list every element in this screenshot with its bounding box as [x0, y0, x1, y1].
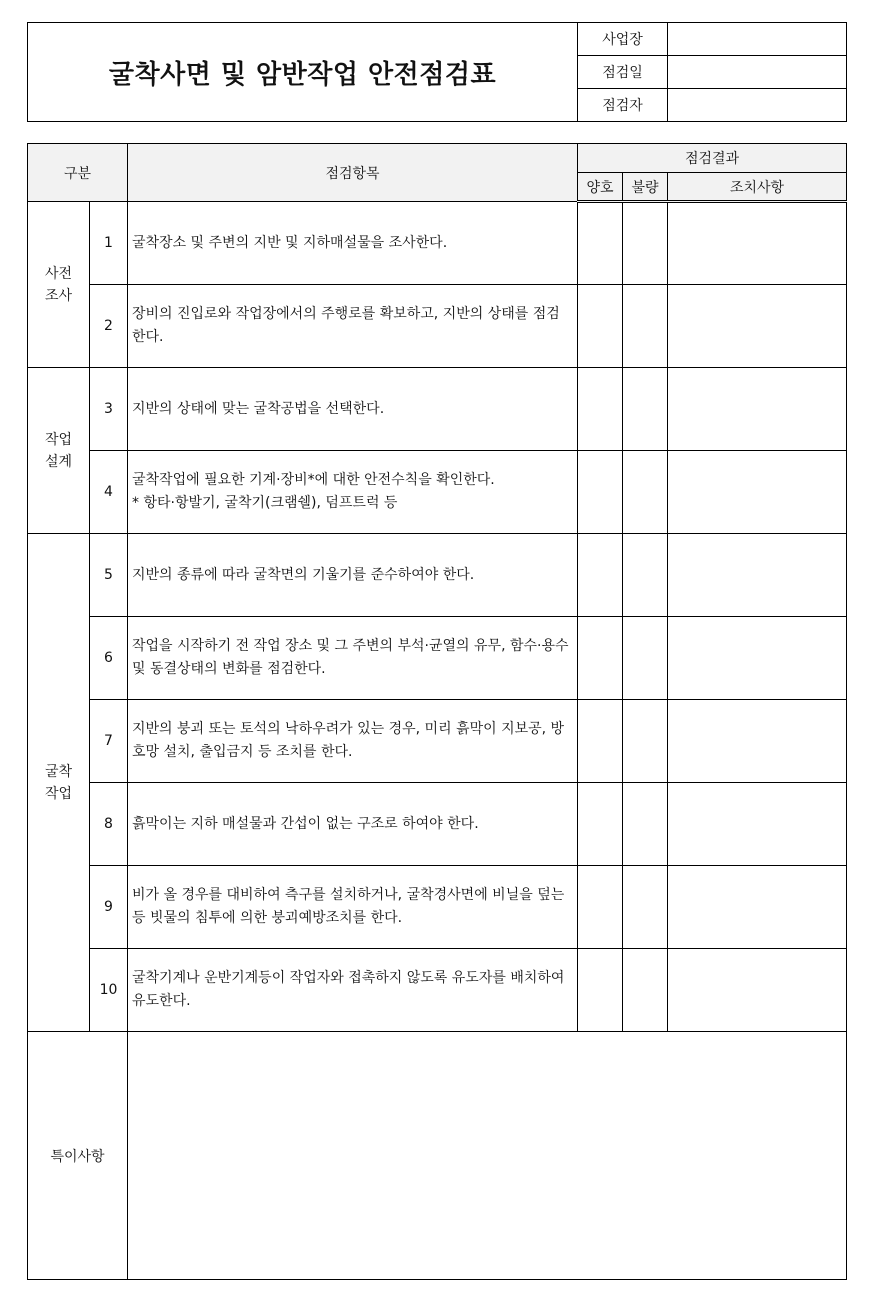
table-row: [28, 451, 847, 534]
good-check-cell[interactable]: [578, 202, 623, 285]
table-row: [28, 202, 847, 285]
notes-label: 특이사항: [28, 1032, 128, 1280]
site-field[interactable]: [668, 23, 847, 56]
item-text: 작업을 시작하기 전 작업 장소 및 그 주변의 부석·균열의 유무, 함수·용수 및 동결상태의 변화를 점검한다.: [128, 617, 578, 700]
item-number: 8: [90, 783, 128, 866]
bad-check-cell[interactable]: [623, 866, 668, 949]
bad-check-cell[interactable]: [623, 451, 668, 534]
table-row: [28, 534, 847, 617]
bad-check-cell[interactable]: [623, 783, 668, 866]
action-cell[interactable]: [668, 534, 847, 617]
notes-row: [28, 1032, 847, 1280]
action-cell[interactable]: [668, 451, 847, 534]
table-row: [28, 617, 847, 700]
bad-check-cell[interactable]: [623, 700, 668, 783]
action-cell[interactable]: [668, 285, 847, 368]
good-check-cell[interactable]: [578, 451, 623, 534]
item-header: 점검항목: [128, 144, 578, 202]
bad-check-cell[interactable]: [623, 368, 668, 451]
action-cell[interactable]: [668, 617, 847, 700]
good-header: 양호: [578, 173, 623, 202]
item-text: 지반의 붕괴 또는 토석의 낙하우려가 있는 경우, 미리 흙막이 지보공, 방호망 설치, 출입금지 등 조치를 한다.: [128, 700, 578, 783]
table-row: [28, 783, 847, 866]
inspector-field[interactable]: [668, 89, 847, 122]
bad-check-cell[interactable]: [623, 285, 668, 368]
item-number: 3: [90, 368, 128, 451]
item-text: 장비의 진입로와 작업장에서의 주행로를 확보하고, 지반의 상태를 점검한다.: [128, 285, 578, 368]
category-cell: 굴착 작업: [28, 534, 90, 1032]
item-number: 9: [90, 866, 128, 949]
action-cell[interactable]: [668, 202, 847, 285]
checklist-table: [27, 143, 847, 1280]
date-label: 점검일: [578, 56, 668, 89]
table-row: [28, 285, 847, 368]
item-text: 지반의 종류에 따라 굴착면의 기울기를 준수하여야 한다.: [128, 534, 578, 617]
good-check-cell[interactable]: [578, 617, 623, 700]
header-table: [27, 22, 847, 122]
inspector-label: 점검자: [578, 89, 668, 122]
category-cell: 사전 조사: [28, 202, 90, 368]
item-text: 지반의 상태에 맞는 굴착공법을 선택한다.: [128, 368, 578, 451]
item-number: 10: [90, 949, 128, 1032]
item-text: 굴착작업에 필요한 기계·장비*에 대한 안전수칙을 확인한다. * 항타·항발기, 굴착기(크램쉘), 덤프트럭 등: [128, 451, 578, 534]
good-check-cell[interactable]: [578, 783, 623, 866]
good-check-cell[interactable]: [578, 949, 623, 1032]
site-label: 사업장: [578, 23, 668, 56]
good-check-cell[interactable]: [578, 285, 623, 368]
bad-check-cell[interactable]: [623, 202, 668, 285]
item-number: 2: [90, 285, 128, 368]
table-row: [28, 866, 847, 949]
action-cell[interactable]: [668, 700, 847, 783]
bad-check-cell[interactable]: [623, 534, 668, 617]
item-number: 7: [90, 700, 128, 783]
action-cell[interactable]: [668, 783, 847, 866]
item-text: 흙막이는 지하 매설물과 간섭이 없는 구조로 하여야 한다.: [128, 783, 578, 866]
table-row: [28, 368, 847, 451]
table-row: [28, 949, 847, 1032]
result-header: 점검결과: [578, 144, 847, 173]
bad-check-cell[interactable]: [623, 949, 668, 1032]
item-number: 4: [90, 451, 128, 534]
date-field[interactable]: [668, 56, 847, 89]
good-check-cell[interactable]: [578, 700, 623, 783]
category-cell: 작업 설계: [28, 368, 90, 534]
action-header: 조치사항: [668, 173, 847, 202]
good-check-cell[interactable]: [578, 534, 623, 617]
page-title: 굴착사면 및 암반작업 안전점검표: [28, 23, 578, 122]
action-cell[interactable]: [668, 949, 847, 1032]
item-text: 비가 올 경우를 대비하여 측구를 설치하거나, 굴착경사면에 비닐을 덮는 등 빗물의 침투에 의한 붕괴예방조치를 한다.: [128, 866, 578, 949]
bad-check-cell[interactable]: [623, 617, 668, 700]
table-row: [28, 700, 847, 783]
item-text: 굴착기계나 운반기계등이 작업자와 접촉하지 않도록 유도자를 배치하여 유도한다.: [128, 949, 578, 1032]
item-number: 6: [90, 617, 128, 700]
notes-field[interactable]: [128, 1032, 847, 1280]
good-check-cell[interactable]: [578, 368, 623, 451]
category-header: 구분: [28, 144, 128, 202]
item-number: 1: [90, 202, 128, 285]
good-check-cell[interactable]: [578, 866, 623, 949]
item-number: 5: [90, 534, 128, 617]
item-text: 굴착장소 및 주변의 지반 및 지하매설물을 조사한다.: [128, 202, 578, 285]
action-cell[interactable]: [668, 368, 847, 451]
bad-header: 불량: [623, 173, 668, 202]
action-cell[interactable]: [668, 866, 847, 949]
